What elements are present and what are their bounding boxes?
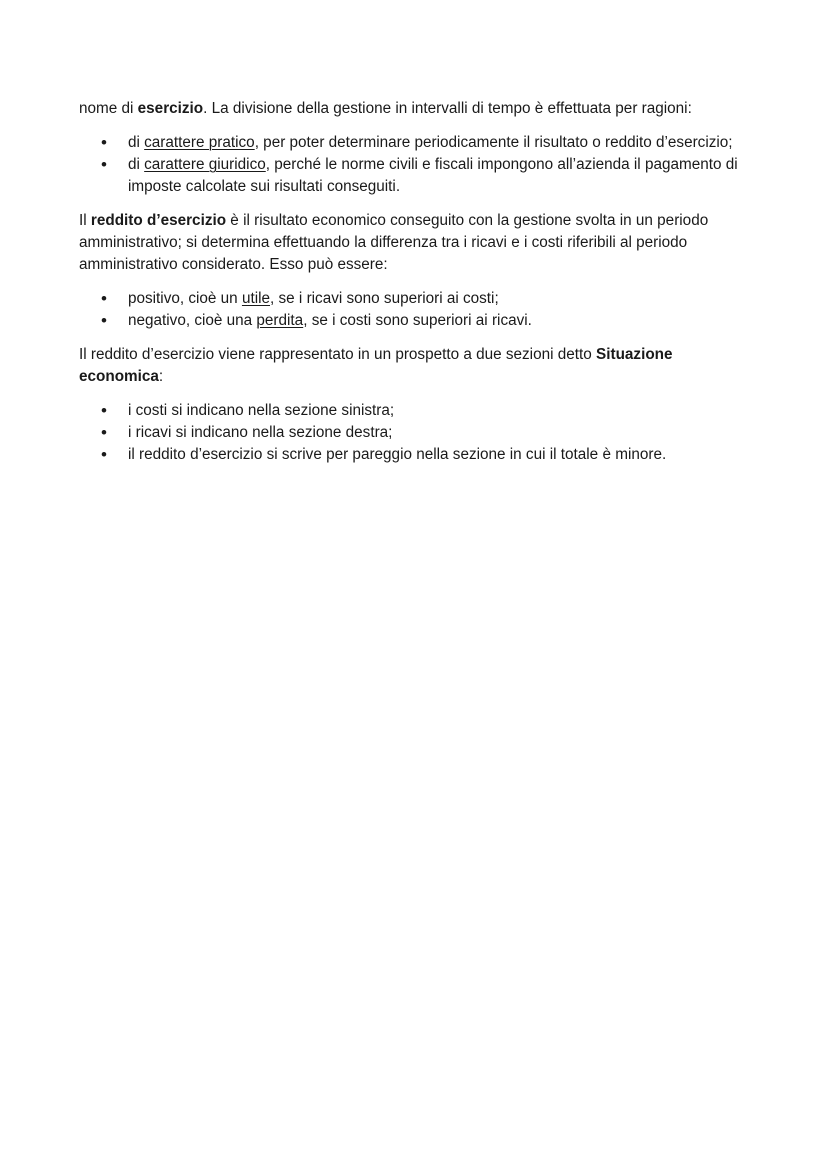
list-item: • i ricavi si indicano nella sezione destra; xyxy=(128,422,739,444)
underlined-term: carattere giuridico xyxy=(144,156,266,173)
list-item-text: , per poter determinare periodicamente il risultato o reddito d’esercizio; xyxy=(254,134,733,151)
list-item-text: , perché le norme civili e fiscali impongono all’azienda il pagamento di imposte calcolate sui risultati conseguiti. xyxy=(128,156,738,195)
paragraph-text: Il reddito d’esercizio viene rappresentato in un prospetto a due sezioni detto xyxy=(79,346,597,363)
paragraph-reddito xyxy=(79,210,739,276)
paragraph-text: Il xyxy=(79,212,91,229)
bold-term-reddito: reddito d’esercizio xyxy=(90,212,227,229)
list-item-text: negativo, cioè una xyxy=(128,312,257,329)
paragraph-esercizio xyxy=(79,98,739,120)
list-item xyxy=(128,132,739,154)
paragraph-text: nome di xyxy=(79,100,138,117)
list-item xyxy=(128,288,739,310)
bold-term-esercizio: esercizio xyxy=(137,100,204,117)
list-item-text: positivo, cioè un xyxy=(128,290,242,307)
list-item xyxy=(128,154,739,198)
paragraph-situazione xyxy=(79,344,739,388)
document-page xyxy=(79,98,739,478)
paragraph-text: . La divisione della gestione in intervalli di tempo è effettuata per ragioni: xyxy=(203,100,692,117)
list-item-text: di xyxy=(128,156,145,173)
underlined-term: carattere pratico xyxy=(144,134,255,151)
bold-term-situazione: Situazione economica xyxy=(79,346,673,385)
list-item: • i costi si indicano nella sezione sinistra; xyxy=(128,400,739,422)
underlined-term: perdita xyxy=(256,312,304,329)
list-esiti xyxy=(79,288,739,332)
list-item-text: di xyxy=(128,134,145,151)
list-ragioni xyxy=(79,132,739,198)
list-item: • il reddito d’esercizio si scrive per pareggio nella sezione in cui il totale è minore. xyxy=(128,444,739,466)
list-item-text: , se i costi sono superiori ai ricavi. xyxy=(303,312,532,329)
underlined-term: utile xyxy=(241,290,271,307)
list-sezioni xyxy=(79,400,739,466)
paragraph-text: è il risultato economico conseguito con la gestione svolta in un periodo amministrativo; si determina effettuando la differenza tra i ricavi e i costi riferibili al periodo amministrativo considerato. Esso può essere: xyxy=(79,212,709,273)
paragraph-text: : xyxy=(158,368,164,385)
list-item-text: , se i ricavi sono superiori ai costi; xyxy=(270,290,499,307)
list-item xyxy=(128,310,739,332)
